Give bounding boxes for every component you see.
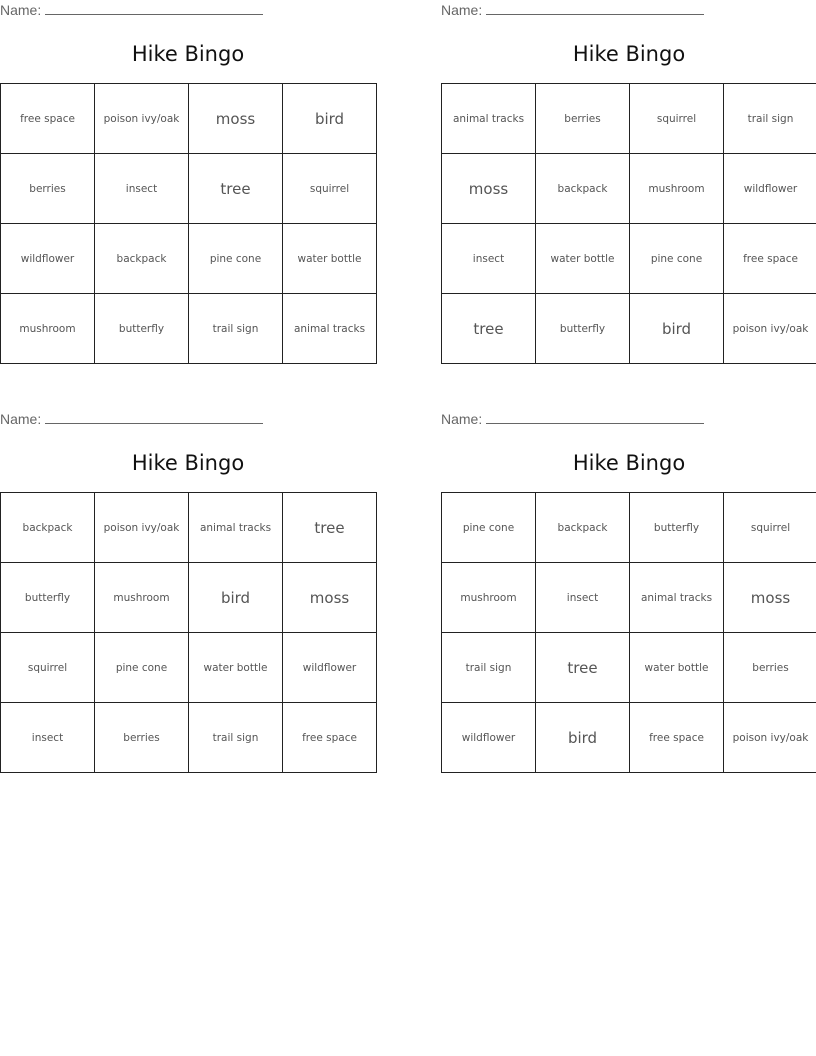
bingo-cell[interactable]: animal tracks bbox=[442, 84, 536, 154]
grid-row bbox=[1, 633, 377, 703]
bingo-cell[interactable]: free space bbox=[1, 84, 95, 154]
bingo-cell[interactable]: wildflower bbox=[442, 703, 536, 773]
grid-row bbox=[1, 84, 377, 154]
bingo-cell[interactable]: tree bbox=[536, 633, 630, 703]
bingo-cell[interactable]: animal tracks bbox=[189, 493, 283, 563]
bingo-cell[interactable]: butterfly bbox=[630, 493, 724, 563]
bingo-cell[interactable]: pine cone bbox=[189, 224, 283, 294]
bingo-cell[interactable]: insect bbox=[1, 703, 95, 773]
grid-row bbox=[1, 224, 377, 294]
bingo-cell[interactable]: water bottle bbox=[536, 224, 630, 294]
bingo-cell[interactable]: trail sign bbox=[189, 703, 283, 773]
card-title: Hike Bingo bbox=[131, 42, 245, 66]
bingo-cell[interactable]: berries bbox=[95, 703, 189, 773]
bingo-cell[interactable]: water bottle bbox=[189, 633, 283, 703]
bingo-cell[interactable]: pine cone bbox=[442, 493, 536, 563]
bingo-cell[interactable]: moss bbox=[283, 563, 377, 633]
bingo-grid bbox=[441, 492, 816, 773]
grid-row bbox=[1, 294, 377, 364]
grid-row bbox=[442, 563, 816, 633]
grid-row bbox=[1, 154, 377, 224]
bingo-cell[interactable]: tree bbox=[189, 154, 283, 224]
name-line bbox=[441, 411, 704, 427]
card-title: Hike Bingo bbox=[131, 451, 245, 475]
bingo-cell[interactable]: free space bbox=[283, 703, 377, 773]
bingo-cell[interactable]: butterfly bbox=[536, 294, 630, 364]
bingo-cell[interactable]: squirrel bbox=[724, 493, 816, 563]
bingo-cell[interactable]: poison ivy/oak bbox=[724, 703, 816, 773]
grid-row bbox=[1, 563, 377, 633]
bingo-grid bbox=[0, 492, 377, 773]
name-line bbox=[441, 2, 704, 18]
bingo-cell[interactable]: bird bbox=[189, 563, 283, 633]
bingo-cell[interactable]: insect bbox=[536, 563, 630, 633]
bingo-grid bbox=[0, 83, 377, 364]
bingo-cell[interactable]: water bottle bbox=[630, 633, 724, 703]
bingo-cell[interactable]: trail sign bbox=[189, 294, 283, 364]
grid-row bbox=[442, 154, 816, 224]
bingo-cell[interactable]: wildflower bbox=[283, 633, 377, 703]
bingo-cell[interactable]: pine cone bbox=[95, 633, 189, 703]
bingo-cell[interactable]: berries bbox=[724, 633, 816, 703]
bingo-cell[interactable]: squirrel bbox=[283, 154, 377, 224]
name-blank[interactable] bbox=[486, 2, 704, 15]
bingo-cell[interactable]: bird bbox=[283, 84, 377, 154]
bingo-cell[interactable]: insect bbox=[442, 224, 536, 294]
bingo-cell[interactable]: bird bbox=[630, 294, 724, 364]
name-line bbox=[0, 2, 263, 18]
bingo-cell[interactable]: mushroom bbox=[630, 154, 724, 224]
bingo-grid bbox=[441, 83, 816, 364]
bingo-cell[interactable]: berries bbox=[536, 84, 630, 154]
bingo-cell[interactable]: backpack bbox=[536, 154, 630, 224]
bingo-cell[interactable]: trail sign bbox=[442, 633, 536, 703]
bingo-cell[interactable]: mushroom bbox=[442, 563, 536, 633]
bingo-cell[interactable]: berries bbox=[1, 154, 95, 224]
bingo-cell[interactable]: poison ivy/oak bbox=[724, 294, 816, 364]
bingo-cell[interactable]: tree bbox=[283, 493, 377, 563]
grid-row bbox=[442, 703, 816, 773]
bingo-cell[interactable]: mushroom bbox=[1, 294, 95, 364]
bingo-cell[interactable]: backpack bbox=[95, 224, 189, 294]
bingo-cell[interactable]: backpack bbox=[536, 493, 630, 563]
bingo-cell[interactable]: free space bbox=[724, 224, 816, 294]
bingo-cell[interactable]: animal tracks bbox=[283, 294, 377, 364]
bingo-cell[interactable]: poison ivy/oak bbox=[95, 84, 189, 154]
bingo-cell[interactable]: tree bbox=[442, 294, 536, 364]
grid-row bbox=[442, 294, 816, 364]
bingo-cell[interactable]: butterfly bbox=[95, 294, 189, 364]
bingo-cell[interactable]: wildflower bbox=[724, 154, 816, 224]
card-title: Hike Bingo bbox=[572, 42, 686, 66]
bingo-cell[interactable]: bird bbox=[536, 703, 630, 773]
grid-row bbox=[442, 633, 816, 703]
name-blank[interactable] bbox=[486, 411, 704, 424]
grid-row bbox=[442, 224, 816, 294]
bingo-cell[interactable]: squirrel bbox=[630, 84, 724, 154]
bingo-cell[interactable]: poison ivy/oak bbox=[95, 493, 189, 563]
grid-row bbox=[442, 84, 816, 154]
bingo-cell[interactable]: free space bbox=[630, 703, 724, 773]
bingo-cell[interactable]: pine cone bbox=[630, 224, 724, 294]
bingo-cell[interactable]: wildflower bbox=[1, 224, 95, 294]
bingo-cell[interactable]: backpack bbox=[1, 493, 95, 563]
bingo-cell[interactable]: moss bbox=[189, 84, 283, 154]
bingo-cell[interactable]: mushroom bbox=[95, 563, 189, 633]
name-label: Name: bbox=[0, 411, 42, 427]
name-label: Name: bbox=[441, 2, 483, 18]
grid-row bbox=[442, 493, 816, 563]
name-blank[interactable] bbox=[45, 411, 263, 424]
bingo-cell[interactable]: animal tracks bbox=[630, 563, 724, 633]
grid-row bbox=[1, 703, 377, 773]
name-label: Name: bbox=[441, 411, 483, 427]
name-line bbox=[0, 411, 263, 427]
grid-row bbox=[1, 493, 377, 563]
name-label: Name: bbox=[0, 2, 42, 18]
name-blank[interactable] bbox=[45, 2, 263, 15]
card-title: Hike Bingo bbox=[572, 451, 686, 475]
bingo-cell[interactable]: trail sign bbox=[724, 84, 816, 154]
bingo-cell[interactable]: water bottle bbox=[283, 224, 377, 294]
bingo-cell[interactable]: moss bbox=[442, 154, 536, 224]
bingo-cell[interactable]: insect bbox=[95, 154, 189, 224]
bingo-cell[interactable]: butterfly bbox=[1, 563, 95, 633]
bingo-cell[interactable]: moss bbox=[724, 563, 816, 633]
bingo-cell[interactable]: squirrel bbox=[1, 633, 95, 703]
